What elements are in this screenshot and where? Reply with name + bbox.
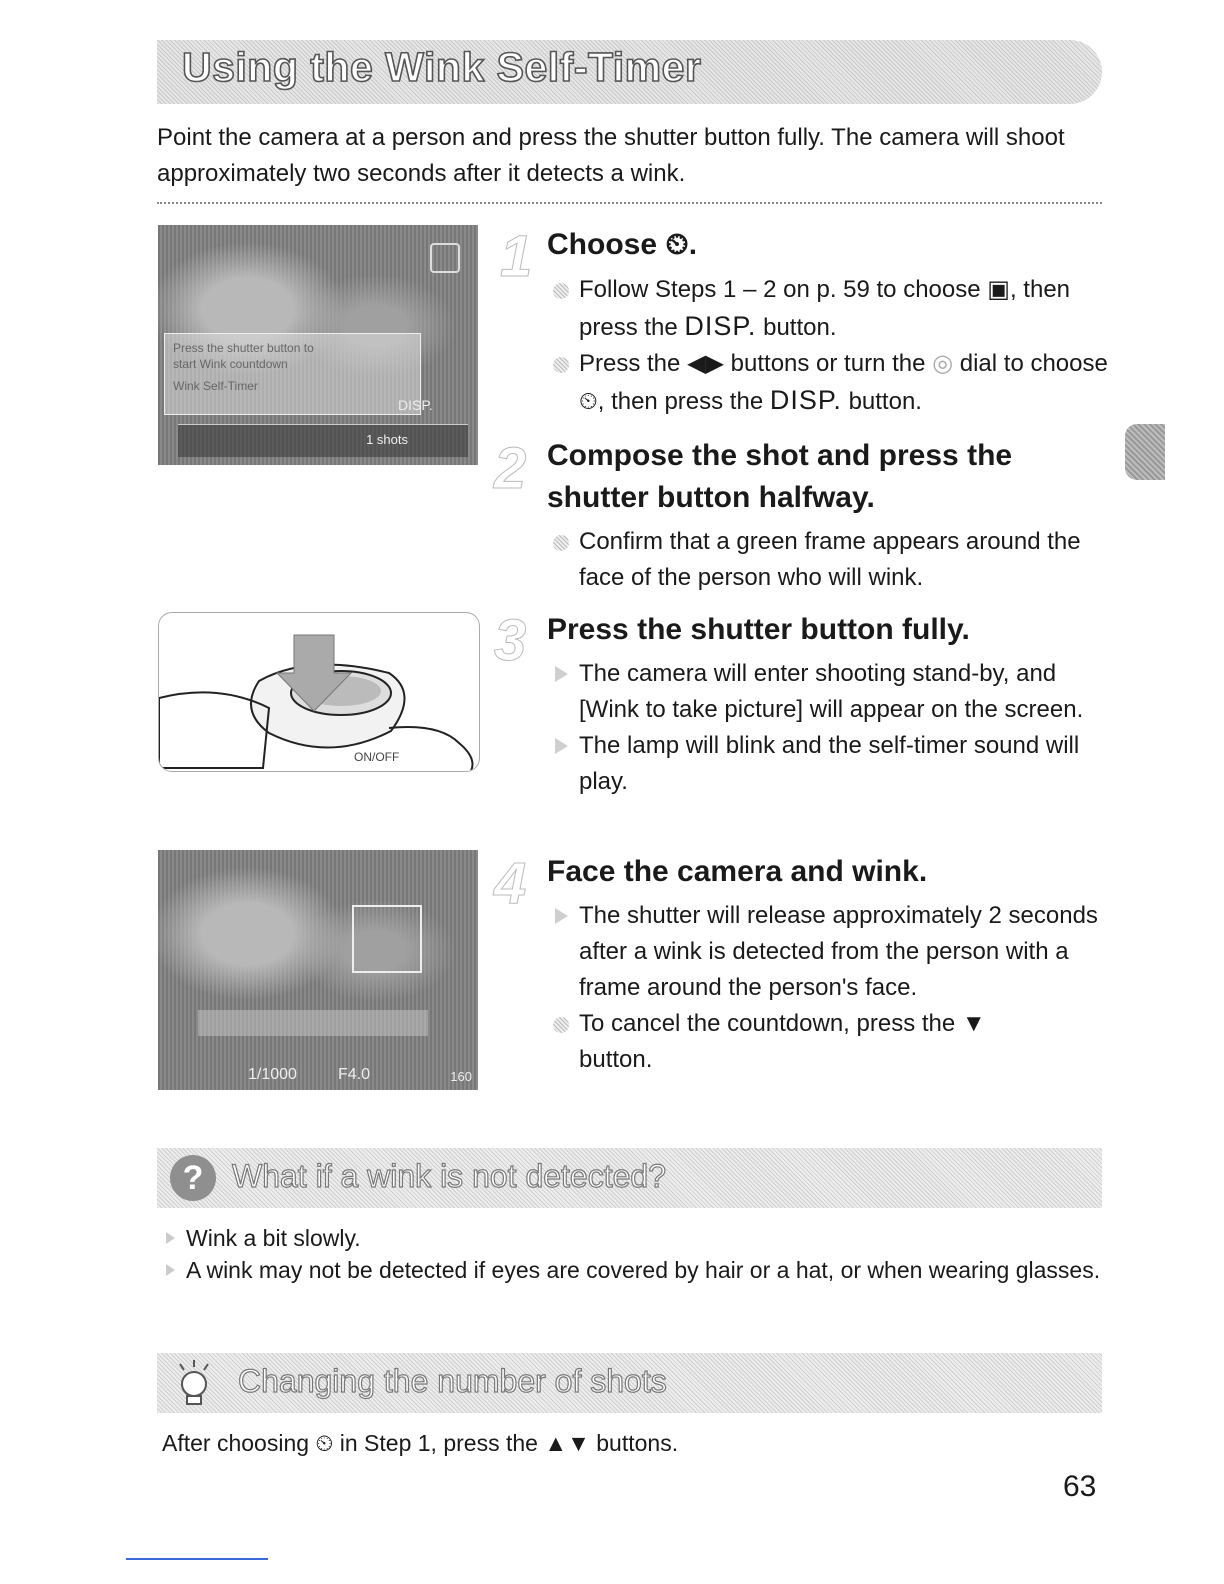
- list-item: [549, 346, 1109, 420]
- lcd-menu-bar: [178, 424, 468, 457]
- list-item: [549, 272, 1109, 346]
- wink-timer-icon: ⏲: [315, 1430, 334, 1456]
- scene-mode-icon: ▣: [987, 276, 1010, 303]
- question-notes: [160, 1222, 1105, 1286]
- wink-timer-icon: ⏲: [579, 388, 598, 415]
- lcd-overlay-mode: Wink Self-Timer: [173, 379, 258, 393]
- bullet-text: button.: [579, 1046, 653, 1073]
- step-4-bullets: [549, 898, 1099, 1078]
- list-item: Wink a bit slowly.: [160, 1222, 1105, 1254]
- lightbulb-icon: [174, 1358, 214, 1410]
- scene-mode-icon: [430, 243, 460, 273]
- bullet-text: , then press the: [597, 388, 764, 415]
- bullet-text: ,: [1009, 276, 1017, 303]
- page-footer-line: [126, 1558, 268, 1560]
- page-title: Using the Wink Self-Timer: [182, 44, 702, 90]
- step-heading-suffix: .: [688, 228, 698, 261]
- list-item: Confirm that a green frame appears around the face of the person who will wink.: [549, 524, 1109, 596]
- step-heading: Compose the shot and press the shutter button halfway.: [547, 439, 1013, 514]
- step-heading: Face the camera and wink.: [547, 855, 928, 888]
- lcd-overlay-box: [164, 333, 421, 415]
- step-heading: Press the shutter button fully.: [547, 613, 970, 646]
- disp-button-label: DISP.: [769, 385, 842, 415]
- lcd-overlay-line: Press the shutter button to: [173, 341, 314, 355]
- step-2-bullets: [549, 524, 1109, 596]
- onoff-label: ON/OFF: [354, 750, 400, 764]
- down-button-icon: ▼: [961, 1010, 986, 1037]
- bullet-text: To cancel the countdown, press the: [579, 1010, 956, 1037]
- lcd-shots-remaining: 160: [450, 1069, 472, 1084]
- dotted-divider: [157, 202, 1102, 204]
- question-icon: ?: [170, 1155, 216, 1201]
- lcd-shots: 1 shots: [366, 432, 408, 447]
- camera-shutter-illustration: [158, 612, 480, 772]
- list-item: A wink may not be detected if eyes are covered by hair or a hat, or when wearing glasses.: [160, 1254, 1105, 1286]
- lcd-shutter-speed: 1/1000: [248, 1066, 297, 1083]
- control-dial-icon: ◎: [932, 350, 954, 377]
- page-number: 63: [1063, 1470, 1097, 1503]
- lcd-screen-image-1: [158, 225, 478, 465]
- lcd-aperture: F4.0: [338, 1066, 371, 1083]
- tip-text-part: buttons.: [596, 1430, 679, 1456]
- wink-message-bar: [198, 1010, 428, 1036]
- bullet-text: button.: [848, 388, 922, 415]
- bullet-text: Press the: [579, 350, 681, 377]
- tip-title: Changing the number of shots: [238, 1363, 667, 1399]
- bullet-text: buttons or turn the: [730, 350, 926, 377]
- step-number: 2: [494, 436, 527, 501]
- step-1-bullets: [549, 272, 1109, 420]
- step-3-bullets: [549, 656, 1099, 800]
- step-heading-text: Choose: [547, 228, 658, 261]
- disp-button-label: DISP.: [684, 311, 757, 341]
- face-detect-frame: [352, 905, 422, 973]
- list-item: The shutter will release approximately 2 seconds after a wink is detected from the person with a frame around the person's face.: [549, 898, 1099, 1006]
- step-number: 4: [494, 851, 527, 916]
- tip-text-part: in Step 1, press the: [339, 1430, 538, 1456]
- tip-text-part: After choosing: [162, 1430, 310, 1456]
- list-item: The lamp will blink and the self-timer sound will play.: [549, 728, 1099, 800]
- lcd-disp-label: DISP.: [398, 397, 433, 413]
- step-heading: [547, 224, 697, 266]
- list-item: [549, 1006, 1099, 1078]
- list-item: The camera will enter shooting stand-by, and [Wink to take picture] will appear on the screen.: [549, 656, 1099, 728]
- left-right-buttons-icon: ◀▶: [687, 350, 724, 377]
- step-number: 1: [500, 224, 533, 289]
- bullet-text: dial to choose: [959, 350, 1108, 377]
- bullet-text: then press the: [579, 276, 1071, 341]
- question-title: What if a wink is not detected?: [232, 1158, 666, 1194]
- step-number: 3: [494, 608, 527, 673]
- lcd-screen-image-2: [158, 850, 478, 1090]
- up-down-buttons-icon: ▲▼: [544, 1430, 590, 1456]
- bullet-text: Follow Steps 1 – 2 on p. 59 to choose: [579, 276, 981, 303]
- wink-timer-icon: ⏲: [665, 228, 689, 261]
- bullet-text: button.: [763, 314, 837, 341]
- intro-text: Point the camera at a person and press the shutter button fully. The camera will shoot approximately two seconds after it detects a wink.: [157, 124, 1065, 187]
- lcd-overlay-line: start Wink countdown: [173, 357, 288, 371]
- tip-text: [162, 1430, 678, 1457]
- chapter-tab: [1125, 424, 1165, 480]
